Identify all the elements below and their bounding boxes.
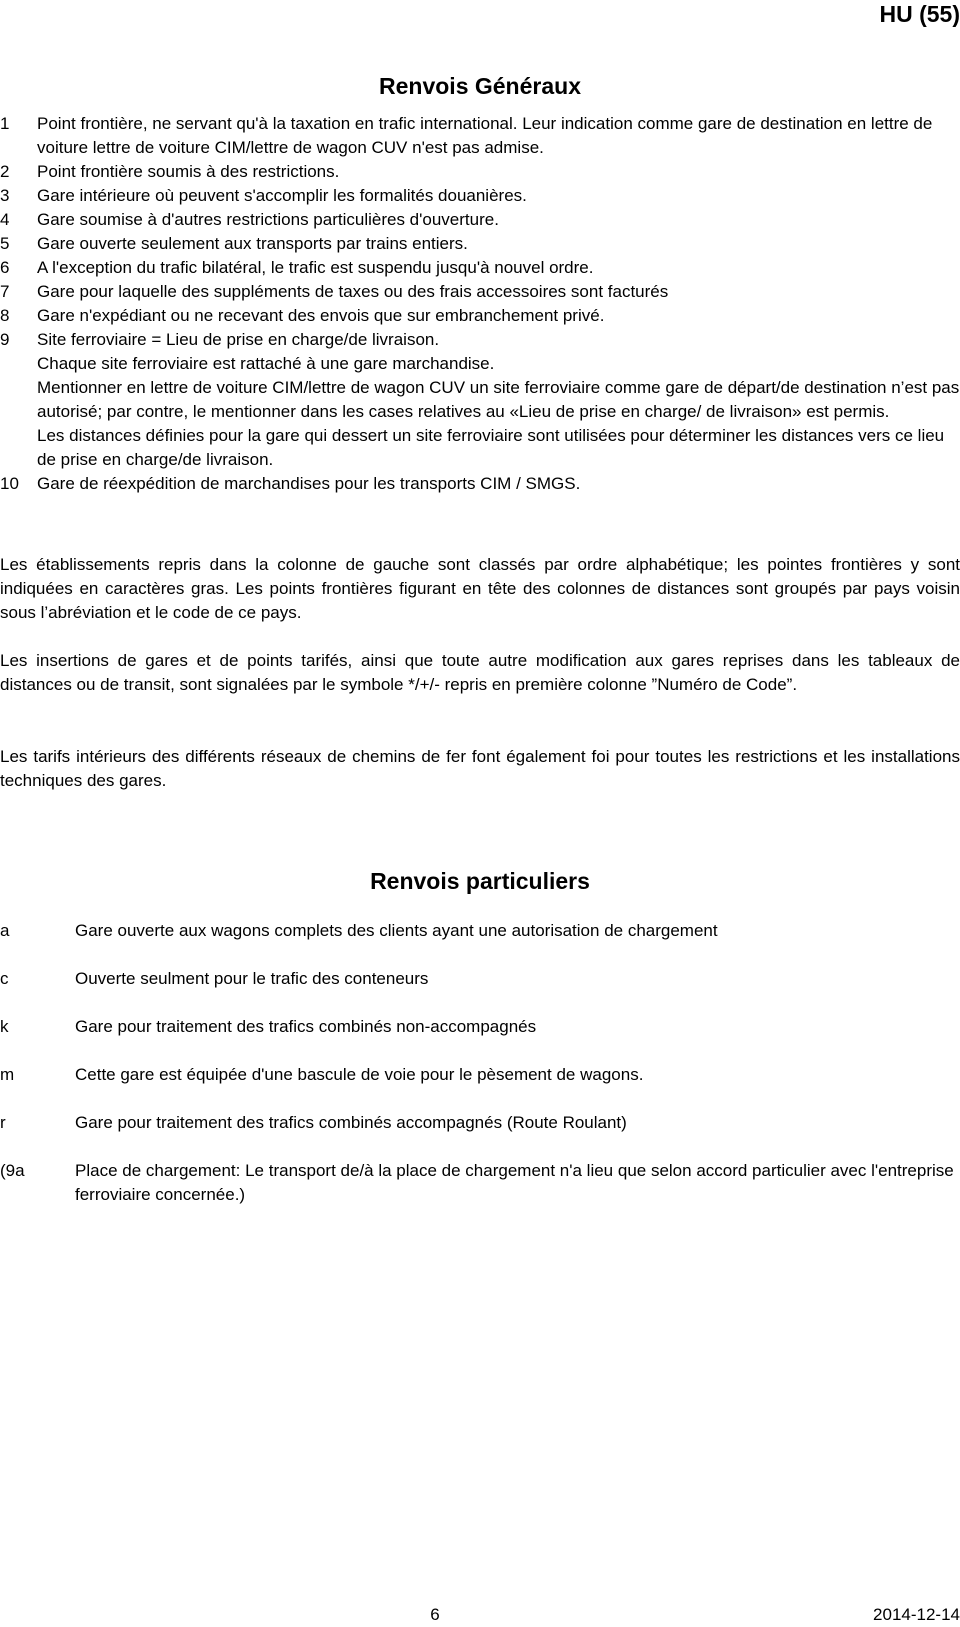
general-note-text — [37, 208, 960, 232]
particular-note-text: Place de chargement: Le transport de/à la place de chargement n'a lieu que selon accord particulier avec l'entreprise ferroviaire concernée.) — [75, 1161, 954, 1204]
particular-note-key: c — [0, 969, 9, 988]
general-note-number: 9 — [0, 330, 10, 349]
general-note-text — [37, 304, 960, 328]
general-note-text — [37, 256, 960, 280]
general-note-number: 1 — [0, 114, 10, 133]
particular-note-key: a — [0, 921, 10, 940]
general-note-text — [37, 328, 960, 472]
page-number: 6 — [430, 1605, 440, 1624]
general-note-item — [0, 328, 960, 472]
general-note-item — [0, 160, 960, 184]
general-note-line: Point frontière soumis à des restrictions. — [37, 162, 340, 181]
general-note-text — [37, 184, 960, 208]
particular-note-item — [0, 1063, 960, 1087]
general-note-line: A l'exception du trafic bilatéral, le trafic est suspendu jusqu'à nouvel ordre. — [37, 258, 594, 277]
general-note-line: Chaque site ferroviaire est rattaché à une gare marchandise. — [37, 354, 495, 373]
general-note-line: Gare de réexpédition de marchandises pour les transports CIM / SMGS. — [37, 474, 581, 493]
general-note-item — [0, 280, 960, 304]
particular-note-item — [0, 967, 960, 991]
general-note-number: 6 — [0, 258, 10, 277]
paragraph-domestic-tariffs: Les tarifs intérieurs des différents réseaux de chemins de fer font également foi pour toutes les restrictions et les installations techniques des gares. — [0, 747, 960, 790]
particular-note-key: m — [0, 1065, 15, 1084]
general-note-text — [37, 280, 960, 304]
general-note-line: Gare pour laquelle des suppléments de taxes ou des frais accessoires sont facturés — [37, 282, 669, 301]
general-note-number: 10 — [0, 474, 19, 493]
particular-note-text: Gare ouverte aux wagons complets des clients ayant une autorisation de chargement — [75, 921, 718, 940]
particular-notes-title: Renvois particuliers — [370, 868, 590, 894]
general-note-item — [0, 232, 960, 256]
general-note-item — [0, 208, 960, 232]
particular-notes-list — [0, 919, 960, 1231]
general-note-number: 5 — [0, 234, 10, 253]
general-note-number: 4 — [0, 210, 10, 229]
general-note-line: Gare intérieure où peuvent s'accomplir les formalités douanières. — [37, 186, 527, 205]
general-note-item — [0, 184, 960, 208]
general-note-number: 8 — [0, 306, 10, 325]
particular-note-text: Gare pour traitement des trafics combinés accompagnés (Route Roulant) — [75, 1113, 627, 1132]
general-note-number: 3 — [0, 186, 10, 205]
particular-note-text: Ouverte seulment pour le trafic des conteneurs — [75, 969, 429, 988]
general-note-number: 2 — [0, 162, 10, 181]
particular-note-key: r — [0, 1113, 6, 1132]
particular-note-item — [0, 919, 960, 943]
general-note-item — [0, 472, 960, 496]
particular-note-item — [0, 1159, 960, 1207]
general-note-item — [0, 304, 960, 328]
general-note-line: Gare ouverte seulement aux transports par trains entiers. — [37, 234, 468, 253]
particular-note-item — [0, 1015, 960, 1039]
general-note-text — [37, 232, 960, 256]
general-note-item — [0, 112, 960, 160]
general-note-line: Les distances définies pour la gare qui dessert un site ferroviaire sont utilisées pour déterminer les distances vers ce lieu de prise en charge/de livraison. — [37, 426, 945, 469]
page-code: HU (55) — [879, 1, 960, 27]
paragraph-insertions: Les insertions de gares et de points tarifés, ainsi que toute autre modification aux gares reprises dans les tableaux de distances ou de transit, sont signalées par le symbole */+/- repris en première colonne ”Numéro de Code”. — [0, 651, 960, 694]
particular-note-key: (9a — [0, 1161, 25, 1180]
paragraph-ordering: Les établissements repris dans la colonne de gauche sont classés par ordre alphabétique; les pointes frontières y sont indiquées en caractères gras. Les points frontières figurant en tête des colonnes de distances sont groupés par pays voisin sous l’abréviation et le code de ce pays. — [0, 555, 960, 622]
particular-note-item — [0, 1111, 960, 1135]
footer-date: 2014-12-14 — [873, 1605, 960, 1624]
general-note-line: Mentionner en lettre de voiture CIM/lettre de wagon CUV un site ferroviaire comme gare de départ/de destination n’est pas autorisé; par contre, le mentionner dans les cases relatives au «Lieu de prise en charge/ de livraison» est permis. — [37, 378, 960, 421]
particular-note-text: Cette gare est équipée d'une bascule de voie pour le pèsement de wagons. — [75, 1065, 644, 1084]
particular-note-text: Gare pour traitement des trafics combinés non-accompagnés — [75, 1017, 537, 1036]
general-note-line: Gare soumise à d'autres restrictions particulières d'ouverture. — [37, 210, 499, 229]
general-note-text — [37, 112, 960, 160]
general-notes-list — [0, 112, 960, 496]
general-note-text — [37, 160, 960, 184]
general-note-line: Point frontière, ne servant qu'à la taxation en trafic international. Leur indication comme gare de destination en lettre de voiture lettre de voiture CIM/lettre de wagon CUV n'est pas admise. — [37, 114, 933, 157]
general-note-item — [0, 256, 960, 280]
general-note-number: 7 — [0, 282, 10, 301]
general-notes-title: Renvois Généraux — [379, 73, 581, 99]
general-note-line: Site ferroviaire = Lieu de prise en charge/de livraison. — [37, 330, 440, 349]
general-note-line: Gare n'expédiant ou ne recevant des envois que sur embranchement privé. — [37, 306, 605, 325]
general-note-text — [37, 472, 960, 496]
particular-note-key: k — [0, 1017, 9, 1036]
